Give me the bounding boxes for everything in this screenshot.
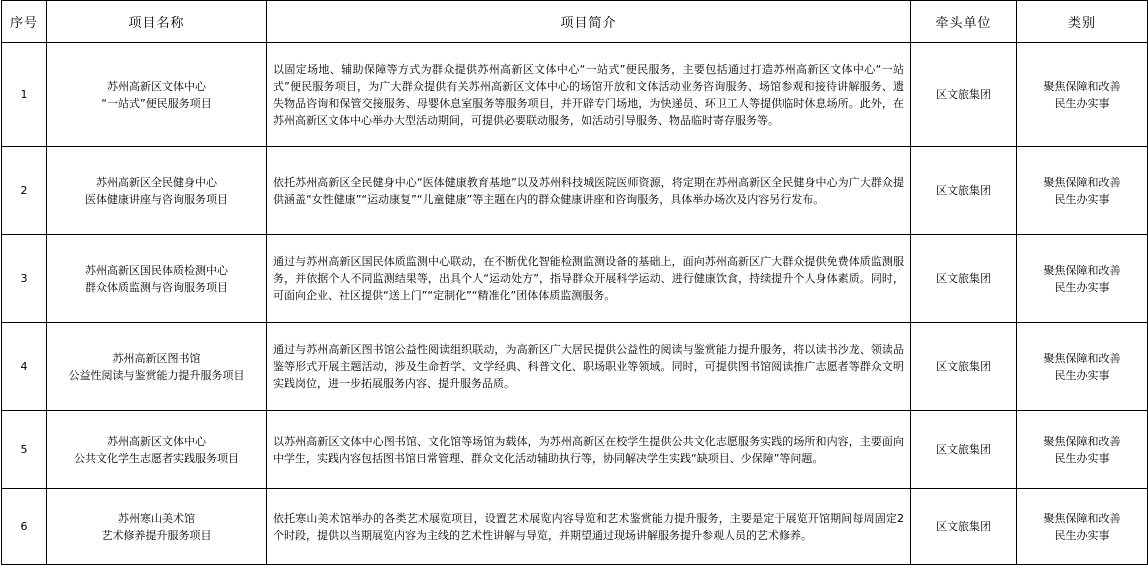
category-line: 民生办实事 bbox=[1054, 368, 1110, 382]
header-lead-unit: 牵头单位 bbox=[911, 1, 1017, 43]
project-name-line: 公益性阅读与鉴赏能力提升服务项目 bbox=[68, 368, 245, 382]
header-row bbox=[2, 1, 1148, 43]
category-line: 聚焦保障和改善 bbox=[1043, 263, 1121, 277]
lead-unit: 区文旅集团 bbox=[911, 43, 1017, 147]
project-description: 以苏州高新区文体中心图书馆、文化馆等场馆为载体，为苏州高新区在校学生提供公共文化志愿服务实践的场所和内容，主要面向中学生，实践内容包括图书馆日常管理、群众文化活动辅助执行等，协同解决学生实践“缺项目、少保障”等问题。 bbox=[267, 411, 911, 489]
project-name bbox=[47, 147, 267, 235]
row-number: 5 bbox=[2, 411, 47, 489]
category-line: 民生办实事 bbox=[1054, 192, 1110, 206]
table-row bbox=[2, 43, 1148, 147]
row-number: 3 bbox=[2, 235, 47, 323]
row-number: 1 bbox=[2, 43, 47, 147]
project-name bbox=[47, 235, 267, 323]
category-line: 聚焦保障和改善 bbox=[1043, 351, 1121, 365]
project-description: 依托寒山美术馆举办的各类艺术展览项目，设置艺术展览内容导览和艺术鉴赏能力提升服务，主要是定于展览开馆期间每周固定2个时段，提供以当期展览内容为主线的艺术性讲解与导览，并期望通过现场讲解服务提升参观人员的艺术修养。 bbox=[267, 489, 911, 565]
category bbox=[1017, 323, 1148, 411]
project-name-line: 艺术修养提升服务项目 bbox=[101, 528, 212, 542]
table-row bbox=[2, 489, 1148, 565]
category-line: 聚焦保障和改善 bbox=[1043, 434, 1121, 448]
category bbox=[1017, 43, 1148, 147]
lead-unit: 区文旅集团 bbox=[911, 411, 1017, 489]
row-number: 6 bbox=[2, 489, 47, 565]
category bbox=[1017, 147, 1148, 235]
project-name-line: 苏州高新区文体中心 bbox=[107, 79, 206, 93]
project-name-line: 公共文化学生志愿者实践服务项目 bbox=[74, 451, 239, 465]
table-row bbox=[2, 323, 1148, 411]
category bbox=[1017, 489, 1148, 565]
project-description: 以固定场地、辅助保障等方式为群众提供苏州高新区文体中心“一站式”便民服务，主要包括通过打造苏州高新区文体中心“一站式”便民服务项目，为广大群众提供有关苏州高新区文体中心的场馆开放和文体活动业务咨询服务、场馆参观和接待讲解服务、遗失物品咨询和保管交接服务、母婴休息室服务等服务项目，并开辟专门场地，为快递员、环卫工人等提供临时休息场所。此外，在苏州高新区文体中心举办大型活动期间，可提供必要联动服务，如活动引导服务、物品临时寄存服务等。 bbox=[267, 43, 911, 147]
project-name bbox=[47, 411, 267, 489]
project-name-line: 医体健康讲座与咨询服务项目 bbox=[85, 192, 228, 206]
project-name-line: “一站式”便民服务项目 bbox=[101, 96, 212, 110]
header-project-description: 项目简介 bbox=[267, 1, 911, 43]
lead-unit: 区文旅集团 bbox=[911, 323, 1017, 411]
project-description: 通过与苏州高新区国民体质监测中心联动，在不断优化智能检测监测设备的基础上，面向苏州高新区广大群众提供免费体质监测服务，并依据个人不同监测结果等，出具个人“运动处方”，指导群众开展科学运动、进行健康饮食，持续提升个人身体素质。同时，可面向企业、社区提供“送上门”“定制化”“精准化”团体体质监测服务。 bbox=[267, 235, 911, 323]
category-line: 民生办实事 bbox=[1054, 280, 1110, 294]
category-line: 民生办实事 bbox=[1054, 528, 1110, 542]
category bbox=[1017, 411, 1148, 489]
project-description: 依托苏州高新区全民健身中心“医体健康教育基地”以及苏州科技城医院医师资源，将定期在苏州高新区全民健身中心为广大群众提供涵盖“女性健康”“运动康复”“儿童健康”等主题在内的群众健康讲座和咨询服务，具体举办场次及内容另行发布。 bbox=[267, 147, 911, 235]
lead-unit: 区文旅集团 bbox=[911, 147, 1017, 235]
header-number: 序号 bbox=[2, 1, 47, 43]
category-line: 聚焦保障和改善 bbox=[1043, 175, 1121, 189]
header-project-name: 项目名称 bbox=[47, 1, 267, 43]
category bbox=[1017, 235, 1148, 323]
category-line: 民生办实事 bbox=[1054, 451, 1110, 465]
header-category: 类别 bbox=[1017, 1, 1148, 43]
table-row bbox=[2, 147, 1148, 235]
project-name-line: 苏州高新区文体中心 bbox=[107, 434, 206, 448]
row-number: 4 bbox=[2, 323, 47, 411]
project-name-line: 群众体质监测与咨询服务项目 bbox=[85, 280, 228, 294]
project-name bbox=[47, 489, 267, 565]
project-name-line: 苏州高新区全民健身中心 bbox=[96, 175, 217, 189]
project-name-line: 苏州寒山美术馆 bbox=[118, 511, 195, 525]
lead-unit: 区文旅集团 bbox=[911, 489, 1017, 565]
table-row bbox=[2, 235, 1148, 323]
lead-unit: 区文旅集团 bbox=[911, 235, 1017, 323]
category-line: 聚焦保障和改善 bbox=[1043, 511, 1121, 525]
row-number: 2 bbox=[2, 147, 47, 235]
project-name-line: 苏州高新区图书馆 bbox=[112, 351, 201, 365]
category-line: 民生办实事 bbox=[1054, 96, 1110, 110]
project-description: 通过与苏州高新区图书馆公益性阅读组织联动，为高新区广大居民提供公益性的阅读与鉴赏能力提升服务，将以读书沙龙、领读品鉴等形式开展主题活动，涉及生命哲学、文学经典、科普文化、职场职业等领域。同时，可提供图书馆阅读推广志愿者等群众文明实践岗位，进一步拓展服务内容、提升服务品质。 bbox=[267, 323, 911, 411]
project-name-line: 苏州高新区国民体质检测中心 bbox=[85, 263, 228, 277]
projects-table bbox=[1, 0, 1148, 565]
project-name bbox=[47, 323, 267, 411]
project-name bbox=[47, 43, 267, 147]
table-row bbox=[2, 411, 1148, 489]
category-line: 聚焦保障和改善 bbox=[1043, 79, 1121, 93]
